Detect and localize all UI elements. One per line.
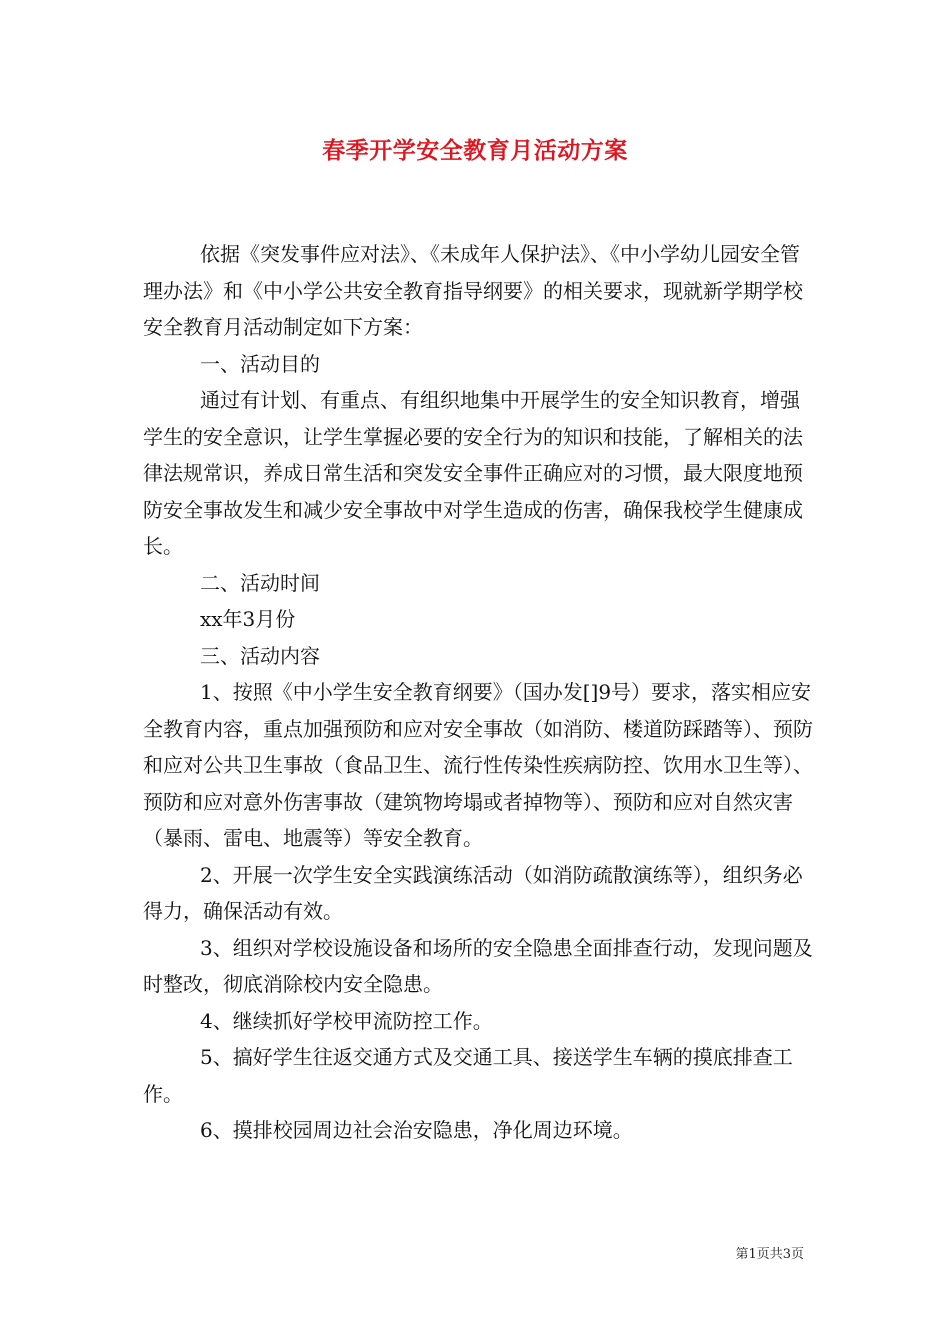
paragraph-intro: 依据《突发事件应对法》、《未成年人保护法》、《中小学幼儿园安全管理办法》和《中小学公共安全教育指导纲要》的相关要求，现就新学期学校安全教育月活动制定如下方案： [143,242,803,339]
document-body [143,236,815,1149]
content-item-6: 6、摸排校园周边社会治安隐患，净化周边环境。 [200,1118,633,1142]
document-title: 春季开学安全教育月活动方案 [322,137,628,164]
content-item-1: 1、按照《中小学生安全教育纲要》（国办发[]9号）要求，落实相应安全教育内容，重点加强预防和应对安全事故（如消防、楼道防踩踏等）、预防和应对公共卫生事故（食品卫生、流行性传染性疾病防控、饮用水卫生等）、预防和应对意外伤害事故（建筑物垮塌或者掉物等）、预防和应对自然灾害（暴雨、雷电、地震等）等安全教育。 [143,680,813,850]
heading-activity-purpose: 一、活动目的 [200,351,320,376]
paragraph-purpose: 通过有计划、有重点、有组织地集中开展学生的安全知识教育，增强学生的安全意识，让学生掌握必要的安全行为的知识和技能，了解相关的法律法规常识，养成日常生活和突发安全事件正确应对的习惯，最大限度地预防安全事故发生和减少安全事故中对学生造成的伤害，确保我校学生健康成长。 [143,388,803,558]
page-number: 第1页共3页 [735,1247,804,1262]
paragraph-time: xx年3月份 [200,607,296,631]
content-item-2: 2、开展一次学生安全实践演练活动（如消防疏散演练等），组织务必得力，确保活动有效。 [143,862,803,923]
content-item-3: 3、组织对学校设施设备和场所的安全隐患全面排查行动，发现问题及时整改，彻底消除校内安全隐患。 [143,935,813,996]
content-item-5: 5、搞好学生往返交通方式及交通工具、接送学生车辆的摸底排查工作。 [143,1045,793,1106]
content-item-4: 4、继续抓好学校甲流防控工作。 [200,1008,493,1033]
heading-activity-content: 三、活动内容 [200,643,320,668]
heading-activity-time: 二、活动时间 [200,570,320,595]
